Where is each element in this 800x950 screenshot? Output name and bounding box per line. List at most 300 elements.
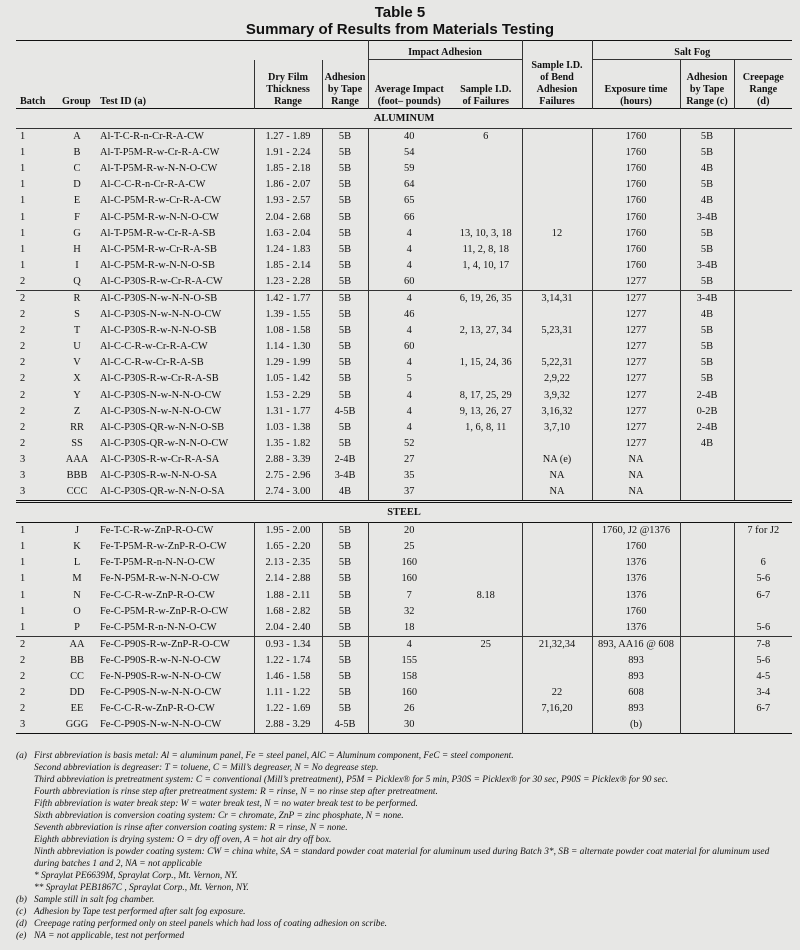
footnote-a-line: Third abbreviation is pretreatment system: C = conventional (Mill’s pretreatment), P5M = Picklex® for 5 min, P30S = Picklex® for 30 sec, P90S = Picklex® for 90 sec. [34,775,669,785]
exposure-time-cell: 1376 [592,620,680,637]
footnote-a-line: Eighth abbreviation is drying system: O = dry off oven, A = hot air dry off box. [34,835,332,845]
group-cell: J [74,525,80,537]
sample-id-failures-cell [450,339,522,355]
creepage-cell [734,274,792,291]
table-row [16,571,792,587]
sample-id-failures-cell [450,274,522,291]
exposure-time-cell: 1760 [592,209,680,225]
sample-id-failures-cell [450,371,522,387]
results-table [16,40,792,734]
table-row [16,452,792,468]
test-id-cell: Fe-T-P5M-R-n-N-N-O-CW [100,557,216,569]
section-heading [16,502,792,523]
adhesion-cell: 5B [322,355,368,371]
table-row [16,145,792,161]
test-id-cell: Fe-C-P90S-R-w-ZnP-R-O-CW [96,636,254,653]
dry-film-cell: 1.22 - 1.74 [254,653,322,669]
test-id-cell: Al-T-C-R-n-Cr-R-A-CW [100,131,204,143]
table-row [16,193,792,209]
salt-adhesion-cell [680,539,734,555]
adhesion-cell: 5B [322,636,368,653]
bend-failures-cell [522,129,592,146]
average-impact-cell: 64 [368,177,450,193]
bend-failures-cell: 2,9,22 [522,371,592,387]
impact-adhesion-header: Impact Adhesion [368,41,522,60]
group-cell: SS [71,437,83,449]
adhesion-cell: 5B [322,555,368,571]
footnote-e: (e) NA = not applicable, test not performed [16,931,185,941]
average-impact-cell: 7 [368,588,450,604]
sample-id-failures-cell [450,571,522,587]
test-id-cell: Fe-C-P90S-R-w-N-N-O-CW [100,654,221,666]
average-impact-cell: 65 [368,193,450,209]
bend-failures-cell: 3,7,10 [522,420,592,436]
salt-fog-header: Salt Fog [592,41,792,60]
adhesion-cell: 5B [322,161,368,177]
batch-cell: 1 [20,605,26,617]
average-impact-cell: 32 [368,604,450,620]
creepage-cell [734,484,792,502]
group-cell: C [73,163,81,175]
batch-cell: 2 [20,389,26,401]
salt-adhesion-cell: 5B [680,145,734,161]
average-impact-cell: 18 [368,620,450,637]
sample-id-failures-header: Sample I.D. of Failures [460,84,512,107]
adhesion-cell: 3-4B [322,468,368,484]
average-impact-cell: 160 [368,555,450,571]
table-row [16,484,792,502]
group-cell: P [74,621,80,633]
exposure-time-cell: 1277 [592,274,680,291]
bend-failures-cell [522,604,592,620]
adhesion-cell: 5B [322,290,368,307]
creepage-cell: 6-7 [734,588,792,604]
average-impact-cell: 46 [368,307,450,323]
adhesion-cell: 5B [322,436,368,452]
sample-id-failures-cell [450,468,522,484]
batch-cell: 1 [20,541,26,553]
group-cell: E [73,195,81,207]
bend-failures-cell: 5,22,31 [522,355,592,371]
salt-adhesion-cell: 5B [680,339,734,355]
average-impact-cell: 26 [368,701,450,717]
group-header: Group [62,96,91,107]
test-id-cell: Al-C-C-R-w-Cr-R-A-CW [100,341,208,353]
adhesion-cell: 5B [322,193,368,209]
dry-film-cell: 2.14 - 2.88 [254,571,322,587]
table-row [16,355,792,371]
adhesion-cell: 5B [322,653,368,669]
exposure-time-cell: 1760 [592,145,680,161]
average-impact-cell: 54 [368,145,450,161]
sample-id-failures-cell [450,669,522,685]
group-cell: L [73,557,81,569]
sample-id-failures-cell: 6 [483,131,489,143]
bend-failures-cell: NA [522,468,592,484]
sample-id-failures-cell [450,177,522,193]
exposure-time-header: Exposure time (hours) [592,60,680,109]
batch-cell: 1 [20,163,26,175]
exposure-time-cell: 893, AA16 @ 608 [592,636,680,653]
table-row [16,339,792,355]
average-impact-cell: 4 [368,355,450,371]
footnote-c: (c) Adhesion by Tape test performed after salt fog exposure. [16,907,246,917]
table-row [16,371,792,387]
test-id-cell: Fe-C-C-R-w-ZnP-R-O-CW [100,589,215,601]
group-cell: Q [73,275,81,287]
salt-adhesion-cell: 5B [680,355,734,371]
group-cell: BBB [66,470,88,482]
bend-failures-cell [522,669,592,685]
exposure-time-cell: 1277 [592,436,680,452]
footnote-a-line: Fourth abbreviation is rinse step after pretreatment system: R = rinse, N = no rinse step after pretreatment. [34,787,438,797]
table-row [16,226,792,242]
test-id-cell: Al-C-P5M-R-w-N-N-O-SB [100,259,215,271]
table-row [16,436,792,452]
group-cell: GGG [65,719,89,731]
test-id-cell: Fe-C-P90S-N-w-N-N-O-CW [100,719,222,731]
creepage-cell [734,339,792,355]
table-row [16,523,792,540]
batch-cell: 1 [20,179,26,191]
group-cell: RR [70,421,84,433]
adhesion-cell: 5B [322,685,368,701]
batch-cell: 2 [20,405,26,417]
average-impact-cell: 60 [368,339,450,355]
dry-film-cell: 2.88 - 3.29 [254,717,322,734]
adhesion-header: Adhesion by Tape Range [322,60,368,109]
average-impact-cell: 40 [368,129,450,146]
salt-adhesion-cell: 5B [680,226,734,242]
bend-failures-cell [522,717,592,734]
average-impact-cell: 4 [368,404,450,420]
dry-film-cell: 2.13 - 2.35 [254,555,322,571]
creepage-cell [734,323,792,339]
salt-adhesion-cell: 5B [680,129,734,146]
sample-id-failures-cell: 13, 10, 3, 18 [459,227,512,239]
test-id-cell: Fe-N-P5M-R-w-N-N-O-CW [100,573,220,585]
average-impact-cell: 4 [368,226,450,242]
dry-film-cell: 2.75 - 2.96 [254,468,322,484]
footnotes [16,750,792,942]
footnote-d: (d) Creepage rating performed only on steel panels which had loss of coating adhesion on scribe. [16,919,387,929]
group-cell: Y [73,389,81,401]
test-id-cell: Al-T-P5M-R-w-Cr-R-A-SB [100,227,216,239]
sample-id-failures-cell [450,555,522,571]
group-cell: K [73,541,81,553]
sample-id-failures-cell [450,161,522,177]
footnote-a-line: Fifth abbreviation is water break step: W = water break test, N = no water break test to be performed. [34,799,418,809]
exposure-time-cell: 893 [592,653,680,669]
batch-cell: 1 [20,243,26,255]
batch-cell: 1 [20,195,26,207]
test-id-cell: Al-C-P30S-QR-w-N-N-O-SA [100,486,225,498]
batch-cell: 2 [20,654,26,666]
adhesion-cell: 5B [322,258,368,274]
batch-cell: 2 [20,687,26,699]
bend-failures-cell [522,145,592,161]
test-id-cell: Fe-C-P90S-N-w-N-N-O-CW [100,687,222,699]
creepage-cell [734,226,792,242]
salt-adhesion-cell [680,636,734,653]
test-id-cell: Fe-C-C-R-w-ZnP-R-O-CW [100,703,215,715]
dry-film-header: Dry Film Thickness Range [254,60,322,109]
average-impact-cell: 60 [368,274,450,291]
bend-failures-cell: 12 [522,226,592,242]
bend-failures-cell [522,274,592,291]
test-id-cell: Al-C-P30S-R-w-Cr-R-A-SA [100,453,220,465]
table-row [16,620,792,637]
group-cell: H [73,243,81,255]
table-row [16,701,792,717]
exposure-time-cell: 1376 [592,571,680,587]
dry-film-cell: 1.39 - 1.55 [254,307,322,323]
table-row [16,669,792,685]
table-row [16,404,792,420]
salt-adhesion-cell: 5B [680,371,734,387]
creepage-cell [734,145,792,161]
table-row [16,274,792,291]
test-id-cell: Fe-N-P90S-R-w-N-N-O-CW [100,671,222,683]
batch-cell: 2 [20,703,26,715]
salt-adhesion-cell [680,555,734,571]
table-row [16,388,792,404]
bend-failures-cell [522,588,592,604]
group-cell: BB [70,654,84,666]
salt-adhesion-cell [680,588,734,604]
sample-id-failures-cell [450,209,522,225]
bend-failures-cell: 3,16,32 [522,404,592,420]
sample-id-failures-cell [450,307,522,323]
adhesion-cell: 5B [322,209,368,225]
exposure-time-cell: 1760 [592,193,680,209]
test-id-cell: Fe-C-P5M-R-n-N-N-O-CW [100,621,217,633]
group-cell: CC [70,671,84,683]
salt-adhesion-cell [680,452,734,468]
dry-film-cell: 2.04 - 2.68 [254,209,322,225]
bend-failures-cell [522,571,592,587]
sample-id-failures-cell [450,523,522,540]
average-impact-cell: 30 [368,717,450,734]
adhesion-cell: 2-4B [322,452,368,468]
adhesion-cell: 5B [322,588,368,604]
average-impact-cell: 160 [368,571,450,587]
salt-adhesion-cell [680,653,734,669]
sample-id-failures-cell [450,539,522,555]
average-impact-cell: 20 [368,523,450,540]
average-impact-cell: 4 [368,290,450,307]
adhesion-cell: 5B [322,388,368,404]
exposure-time-cell: 893 [592,701,680,717]
adhesion-cell: 5B [322,669,368,685]
bend-failures-cell [522,620,592,637]
bend-failures-cell [522,555,592,571]
creepage-cell [734,468,792,484]
exposure-time-cell: 1760 [592,226,680,242]
creepage-cell [734,209,792,225]
exposure-time-cell: 608 [592,685,680,701]
sample-id-failures-cell [450,604,522,620]
adhesion-cell: 4B [322,484,368,502]
creepage-cell [734,436,792,452]
sample-id-failures-cell [450,452,522,468]
salt-adhesion-cell [680,484,734,502]
sample-id-failures-cell: 2, 13, 27, 34 [459,325,512,337]
average-impact-cell: 155 [368,653,450,669]
test-id-cell: Al-C-P30S-N-w-N-N-O-SB [96,290,254,307]
batch-cell: 1 [20,131,26,143]
test-id-cell: Al-C-P5M-R-w-Cr-R-A-SB [100,243,217,255]
average-impact-cell: 59 [368,161,450,177]
sample-id-failures-cell [450,436,522,452]
bend-failures-cell [522,539,592,555]
test-id-cell: Al-T-P5M-R-w-N-N-O-CW [100,163,218,175]
group-cell: G [73,227,81,239]
salt-adhesion-cell [680,523,734,540]
batch-cell: 2 [16,290,58,307]
creepage-cell: 5-6 [734,571,792,587]
batch-cell: 3 [20,453,26,465]
table-row [16,209,792,225]
exposure-time-cell: 1760 [592,161,680,177]
group-cell: I [75,259,79,271]
bend-failures-header: Sample I.D. of Bend Adhesion Failures [522,60,592,109]
dry-film-cell: 2.04 - 2.40 [254,620,322,637]
bend-failures-cell: 3,9,32 [522,388,592,404]
sample-id-failures-cell: 8.18 [476,589,495,601]
salt-adhesion-cell [680,717,734,734]
batch-cell: 1 [20,211,26,223]
salt-adhesion-cell [680,685,734,701]
batch-cell: 2 [20,437,26,449]
exposure-time-cell: 1760 [592,177,680,193]
batch-cell: 2 [20,421,26,433]
exposure-time-cell: 1760 [592,604,680,620]
sample-id-failures-cell [450,145,522,161]
salt-adhesion-cell: 5B [680,177,734,193]
test-id-cell: Al-C-P30S-R-w-Cr-R-A-SB [100,373,219,385]
adhesion-cell: 5B [322,701,368,717]
sample-id-failures-cell: 1, 6, 8, 11 [465,421,507,433]
sample-id-failures-cell [450,685,522,701]
group-cell: O [73,605,81,617]
dry-film-cell: 1.24 - 1.83 [254,242,322,258]
dry-film-cell: 1.22 - 1.69 [254,701,322,717]
table-row [16,307,792,323]
table-row [16,161,792,177]
table-row [16,636,792,653]
adhesion-cell: 5B [322,129,368,146]
bend-failures-cell: 5,23,31 [522,323,592,339]
salt-adhesion-cell: 3-4B [680,209,734,225]
exposure-time-cell: 1760 [592,258,680,274]
salt-adhesion-header: Adhesion by Tape Range (c) [680,60,734,109]
batch-cell: 1 [20,557,26,569]
test-id-cell: Al-C-P30S-R-w-N-N-O-SB [100,325,217,337]
creepage-cell [734,242,792,258]
dry-film-cell: 1.03 - 1.38 [254,420,322,436]
creepage-cell [734,539,792,555]
table-row [16,653,792,669]
bend-failures-cell [522,523,592,540]
title-line-2: Summary of Results from Materials Testing [245,21,555,38]
average-impact-cell: 4 [368,242,450,258]
dry-film-cell: 1.29 - 1.99 [254,355,322,371]
batch-cell: 3 [20,486,26,498]
average-impact-cell: 66 [368,209,450,225]
group-cell: F [74,211,80,223]
salt-adhesion-cell: 5B [680,274,734,291]
group-cell: D [73,179,81,191]
group-cell: X [73,373,81,385]
sample-id-failures-cell: 1, 15, 24, 36 [459,357,512,369]
batch-cell: 1 [20,147,26,159]
salt-adhesion-cell [680,620,734,637]
dry-film-cell: 1.35 - 1.82 [254,436,322,452]
creepage-cell [734,290,792,307]
group-cell: U [73,341,81,353]
bend-failures-cell: NA [522,484,592,502]
salt-adhesion-cell [680,669,734,685]
table-title [0,0,800,38]
batch-header: Batch [20,96,46,107]
adhesion-cell: 5B [322,420,368,436]
salt-adhesion-cell: 2-4B [680,388,734,404]
creepage-cell [734,371,792,387]
batch-cell: 1 [20,573,26,585]
footnote-a-line: ** Spraylat PEB1867C , Spraylat Corp., Mt. Vernon, NY. [34,883,249,893]
test-id-cell: Al-C-P30S-QR-w-N-N-O-CW [100,437,229,449]
salt-adhesion-cell: 0-2B [680,404,734,420]
bend-failures-cell: 22 [522,685,592,701]
bend-failures-cell: 3,14,31 [522,290,592,307]
dry-film-cell: 1.11 - 1.22 [254,685,322,701]
average-impact-cell: 25 [368,539,450,555]
exposure-time-cell: NA [592,452,680,468]
salt-adhesion-cell: 4B [680,436,734,452]
creepage-cell: 7 for J2 [734,523,792,540]
section-heading-label: ALUMINUM [373,113,435,124]
creepage-cell [734,452,792,468]
sample-id-failures-cell: 8, 17, 25, 29 [459,389,512,401]
salt-adhesion-cell [680,701,734,717]
adhesion-cell: 5B [322,571,368,587]
bend-failures-cell [522,242,592,258]
footnote-a-line: * Spraylat PE6639M, Spraylat Corp., Mt. Vernon, NY. [34,871,238,881]
exposure-time-cell: 1277 [592,355,680,371]
creepage-cell [734,355,792,371]
exposure-time-cell: 1277 [592,307,680,323]
table-body [16,109,792,734]
batch-cell: 1 [20,589,26,601]
exposure-time-cell: 1760, J2 @1376 [592,523,680,540]
adhesion-cell: 5B [322,539,368,555]
salt-adhesion-cell [680,604,734,620]
average-impact-cell: 52 [368,436,450,452]
exposure-time-cell: 1376 [592,555,680,571]
dry-film-cell: 1.63 - 2.04 [254,226,322,242]
adhesion-cell: 5B [322,242,368,258]
dry-film-cell: 1.93 - 2.57 [254,193,322,209]
group-cell: R [58,290,96,307]
exposure-time-cell: 893 [592,669,680,685]
average-impact-cell: 27 [368,452,450,468]
section-heading [16,109,792,129]
group-cell: T [73,325,81,337]
table-header [16,41,792,109]
batch-cell: 1 [20,621,26,633]
creepage-cell: 6 [734,555,792,571]
